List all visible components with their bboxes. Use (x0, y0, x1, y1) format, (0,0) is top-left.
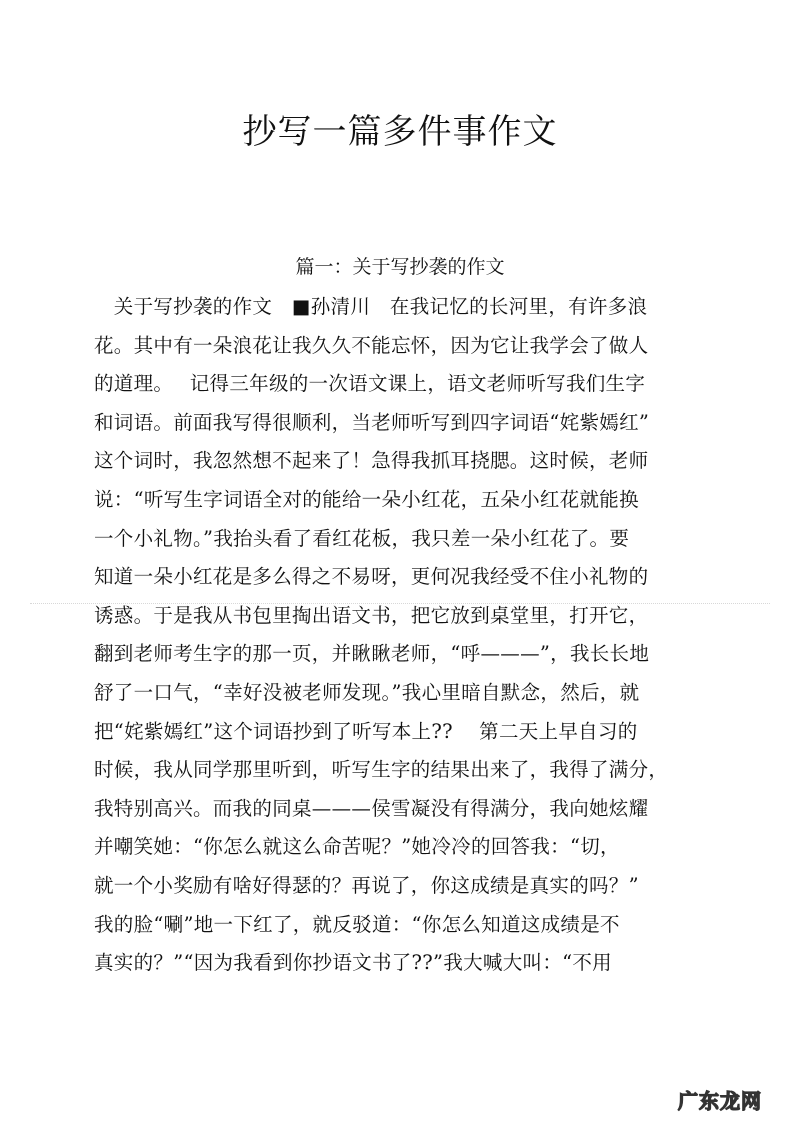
body-line: 说：“听写生字词语全对的能给一朵小红花，五朵小红花就能换 (94, 487, 639, 511)
body-line: 把“姹紫嫣红”这个词语抄到了听写本上?? 第二天上早自习的 (94, 719, 638, 743)
body-line: 我的脸“唰”地一下红了，就反驳道：“你怎么知道这成绩是不 (94, 912, 620, 936)
body-line: 的道理。 记得三年级的一次语文课上，语文老师听写我们生字 (94, 372, 646, 396)
body-line: 这个词时，我忽然想不起来了！急得我抓耳挠腮。这时候，老师 (94, 449, 649, 473)
body-line: 关于写抄袭的作文 ■孙清川 在我记忆的长河里，有许多浪 (94, 295, 648, 318)
body-line: 就一个小奖励有啥好得瑟的？再说了，你这成绩是真实的吗？” (94, 873, 639, 897)
body-line: 和词语。前面我写得很顺利，当老师听写到四字词语“姹紫嫣红” (94, 410, 650, 434)
body-line: 并嘲笑她：“你怎么就这么命苦呢？”她冷冷的回答我：“切， (94, 835, 620, 859)
body-line: 翻到老师考生字的那一页，并瞅瞅老师，“呼———”，我长长地 (94, 642, 650, 666)
body-line: 知道一朵小红花是多么得之不易呀，更何况我经受不住小礼物的 (94, 565, 649, 589)
body-line: 时候，我从同学那里听到，听写生字的结果出来了，我得了满分， (94, 758, 669, 782)
body-line: 一个小礼物。”我抬头看了看红花板，我只差一朵小红花了。要 (94, 526, 630, 550)
body-line: 我特别高兴。而我的同桌———侯雪凝没有得满分，我向她炫耀 (94, 796, 649, 820)
body-line: 花。其中有一朵浪花让我久久不能忘怀，因为它让我学会了做人 (94, 333, 649, 357)
site-watermark: 广东龙网 (678, 1089, 762, 1113)
body-line: 真实的？”“因为我看到你抄语文书了??”我大喊大叫：“不用 (94, 951, 612, 975)
essay-body (94, 288, 714, 983)
section-heading: 篇一：关于写抄袭的作文 (295, 256, 505, 278)
document-title: 抄写一篇多件事作文 (242, 112, 558, 152)
body-line: 舒了一口气，“幸好没被老师发现。”我心里暗自默念，然后，就 (94, 680, 640, 704)
body-line: 诱惑。于是我从书包里掏出语文书，把它放到桌堂里，打开它， (94, 603, 649, 627)
